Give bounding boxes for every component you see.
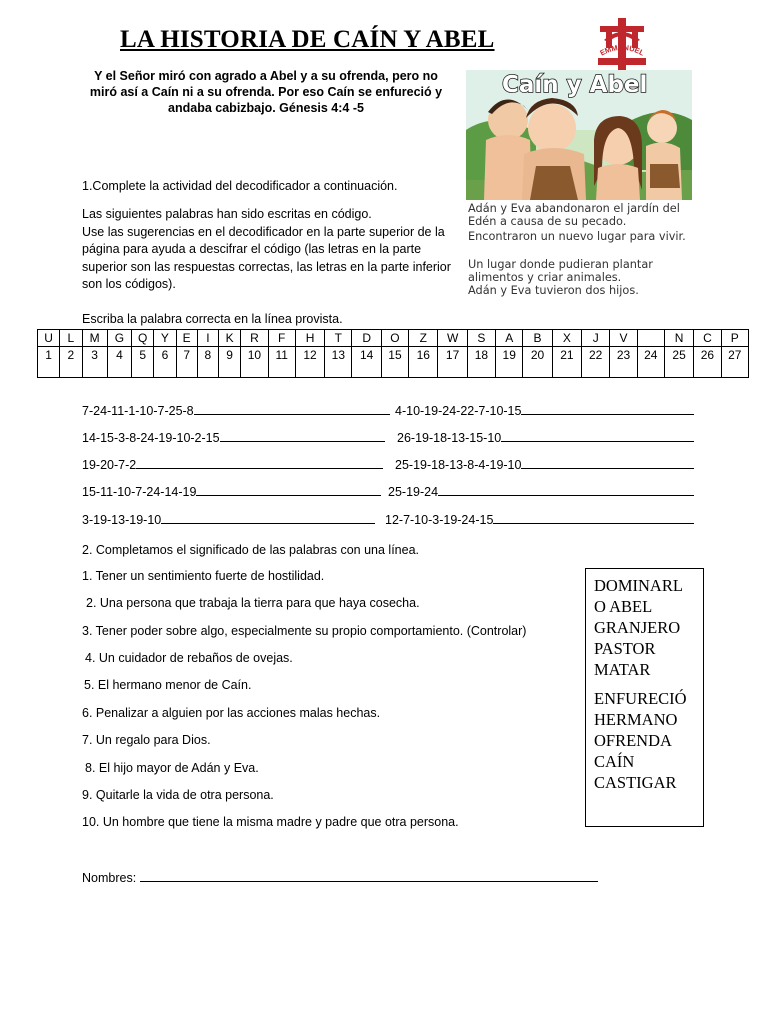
answer-line[interactable] <box>136 457 383 469</box>
section1-instructions <box>82 206 457 294</box>
names-label: Nombres: <box>82 871 137 885</box>
instructions-line: Use las sugerencias en el decodificador en la parte superior de la página para ayuda a descifrar el código (las letras en la parte superior son las respuestas correctas, las letras en la parte inferior son los códigos). <box>82 224 451 291</box>
code-row-left <box>82 430 385 445</box>
decoder-letter-cell: Q <box>132 330 154 347</box>
decoder-number-cell: 18 <box>467 347 495 378</box>
decoder-number-cell: 13 <box>325 347 352 378</box>
names-field <box>82 870 598 885</box>
code-text: 3-19-13-19-10 <box>82 513 162 527</box>
logo-text: EMMANUEL <box>598 42 646 58</box>
answer-line[interactable] <box>196 484 381 496</box>
code-text: 4-10-19-24-22-7-10-15 <box>395 404 522 418</box>
code-row-right <box>385 512 694 527</box>
word-bank <box>585 568 704 827</box>
decoder-number-cell: 3 <box>82 347 107 378</box>
decoder-letter-cell: I <box>197 330 218 347</box>
decoder-number-cell: 12 <box>295 347 324 378</box>
names-input-line[interactable] <box>140 870 598 882</box>
decoder-letter-cell: E <box>176 330 197 347</box>
word-bank-item: PASTOR <box>594 639 656 658</box>
decoder-letter-cell: T <box>325 330 352 347</box>
code-row-right <box>388 484 694 499</box>
page-title: LA HISTORIA DE CAÍN Y ABEL <box>120 26 495 53</box>
write-instruction: Escriba la palabra correcta en la línea provista. <box>82 312 343 326</box>
word-bank-item: HERMANO <box>594 710 678 729</box>
decoder-letter-cell: R <box>241 330 268 347</box>
decoder-number-cell: 21 <box>552 347 581 378</box>
code-row-right <box>397 430 694 445</box>
definition-item: 5. El hermano menor de Caín. <box>84 678 252 692</box>
word-bank-item: CASTIGAR <box>594 773 677 792</box>
code-text: 25-19-24 <box>388 485 439 499</box>
bible-verse: Y el Señor miró con agrado a Abel y a su ofrenda, pero no miró así a Caín ni a su ofrenda. Por eso Caín se enfureció y andaba cabizbajo. Génesis 4:4 -5 <box>89 69 443 115</box>
decoder-letter-cell: B <box>523 330 552 347</box>
definition-item: 6. Penalizar a alguien por las acciones malas hechas. <box>82 706 381 720</box>
decoder-letter-cell: Z <box>409 330 438 347</box>
definition-item: 4. Un cuidador de rebaños de ovejas. <box>85 651 293 665</box>
definition-item: 10. Un hombre que tiene la misma madre y padre que otra persona. <box>82 815 459 829</box>
decoder-number-cell: 25 <box>664 347 693 378</box>
cain-abel-illustration <box>466 70 692 302</box>
code-text: 25-19-18-13-8-4-19-10 <box>395 458 522 472</box>
decoder-letter-cell: P <box>721 330 748 347</box>
word-bank-item: DOMINARL <box>594 576 683 595</box>
code-row-right <box>395 403 694 418</box>
section2-heading: 2. Completamos el significado de las palabras con una línea. <box>82 543 420 557</box>
illustration-caption: Adán y Eva abandonaron el jardín del Edén a causa de su pecado. <box>468 202 680 228</box>
decoder-number-cell: 22 <box>582 347 610 378</box>
decoder-letter-cell: K <box>219 330 241 347</box>
illustration-caption: Adán y Eva tuvieron dos hijos. <box>468 284 639 297</box>
code-text: 19-20-7-2 <box>82 458 137 472</box>
decoder-letter-cell: D <box>352 330 381 347</box>
word-bank-item: MATAR <box>594 660 651 679</box>
definition-item: 1. Tener un sentimiento fuerte de hostilidad. <box>82 569 325 583</box>
decoder-number-cell: 7 <box>176 347 197 378</box>
section1-heading: 1.Complete la actividad del decodificador a continuación. <box>82 179 398 193</box>
decoder-number-cell: 17 <box>438 347 467 378</box>
word-bank-item: CAÍN <box>594 752 635 771</box>
decoder-letter-cell: M <box>82 330 107 347</box>
decoder-letter-cell: X <box>552 330 581 347</box>
decoder-number-cell: 10 <box>241 347 268 378</box>
word-bank-item: OFRENDA <box>594 731 672 750</box>
code-text: 26-19-18-13-15-10 <box>397 431 502 445</box>
decoder-number-cell: 2 <box>60 347 82 378</box>
answer-line[interactable] <box>493 512 694 524</box>
decoder-number-cell: 24 <box>637 347 664 378</box>
decoder-letter-cell: C <box>694 330 721 347</box>
definition-item: 2. Una persona que trabaja la tierra para que haya cosecha. <box>86 596 420 610</box>
code-row-left <box>82 403 390 418</box>
answer-line[interactable] <box>521 457 694 469</box>
decoder-letter-cell: F <box>268 330 295 347</box>
illustration-caption: Un lugar donde pudieran plantar alimentos y criar animales. <box>468 258 653 284</box>
definition-item: 3. Tener poder sobre algo, especialmente su propio comportamiento. (Controlar) <box>82 624 527 638</box>
answer-line[interactable] <box>161 512 375 524</box>
code-row-left <box>82 512 375 527</box>
decoder-number-cell: 27 <box>721 347 748 378</box>
decoder-number-cell: 19 <box>496 347 523 378</box>
definition-item: 7. Un regalo para Dios. <box>82 733 211 747</box>
decoder-letter-cell: V <box>610 330 637 347</box>
decoder-table <box>37 329 749 378</box>
decoder-letter-cell: U <box>38 330 60 347</box>
code-text: 14-15-3-8-24-19-10-2-15 <box>82 431 220 445</box>
answer-line[interactable] <box>220 430 385 442</box>
word-bank-item: ENFURECIÓ <box>594 689 687 708</box>
decoder-letter-cell: N <box>664 330 693 347</box>
decoder-letter-cell: Y <box>154 330 176 347</box>
answer-line[interactable] <box>521 403 694 415</box>
definition-item: 8. El hijo mayor de Adán y Eva. <box>85 761 259 775</box>
decoder-number-cell: 5 <box>132 347 154 378</box>
decoder-number-cell: 15 <box>381 347 408 378</box>
decoder-letter-cell <box>637 330 664 347</box>
illustration-caption: Encontraron un nuevo lugar para vivir. <box>468 230 686 243</box>
decoder-numbers-row <box>38 347 749 378</box>
definition-item: 9. Quitarle la vida de otra persona. <box>82 788 274 802</box>
decoder-number-cell: 6 <box>154 347 176 378</box>
decoder-letter-cell: A <box>496 330 523 347</box>
decoder-letters-row <box>38 330 749 347</box>
answer-line[interactable] <box>194 403 390 415</box>
illustration-title: Caín y Abel <box>502 72 648 98</box>
decoder-number-cell: 8 <box>197 347 218 378</box>
instructions-line: Las siguientes palabras han sido escritas en código. <box>82 207 372 221</box>
decoder-number-cell: 1 <box>38 347 60 378</box>
decoder-number-cell: 9 <box>219 347 241 378</box>
decoder-number-cell: 4 <box>107 347 131 378</box>
decoder-number-cell: 26 <box>694 347 721 378</box>
decoder-letter-cell: W <box>438 330 467 347</box>
code-row-left <box>82 457 383 472</box>
code-text: 15-11-10-7-24-14-19 <box>82 485 197 499</box>
decoder-letter-cell: H <box>295 330 324 347</box>
decoder-number-cell: 23 <box>610 347 637 378</box>
decoder-letter-cell: S <box>467 330 495 347</box>
word-bank-item: O ABEL <box>594 597 653 616</box>
code-text: 7-24-11-1-10-7-25-8 <box>82 404 194 418</box>
decoder-number-cell: 16 <box>409 347 438 378</box>
decoder-number-cell: 14 <box>352 347 381 378</box>
word-bank-gap <box>594 680 703 688</box>
code-row-right <box>395 457 694 472</box>
code-row-left <box>82 484 381 499</box>
decoder-letter-cell: O <box>381 330 408 347</box>
decoder-letter-cell: J <box>582 330 610 347</box>
decoder-number-cell: 11 <box>268 347 295 378</box>
answer-line[interactable] <box>501 430 694 442</box>
decoder-letter-cell: G <box>107 330 131 347</box>
decoder-letter-cell: L <box>60 330 82 347</box>
decoder-number-cell: 20 <box>523 347 552 378</box>
answer-line[interactable] <box>438 484 694 496</box>
code-text: 12-7-10-3-19-24-15 <box>385 513 494 527</box>
word-bank-item: GRANJERO <box>594 618 681 637</box>
